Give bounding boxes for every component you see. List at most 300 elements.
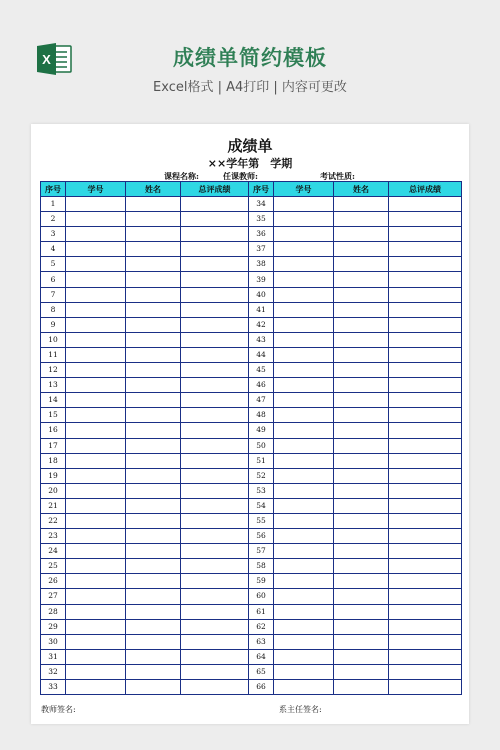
student-id-cell[interactable] — [66, 423, 126, 438]
score-cell[interactable] — [389, 589, 462, 604]
student-id-cell[interactable] — [66, 227, 126, 242]
score-cell[interactable] — [181, 438, 249, 453]
table-header-row — [41, 182, 462, 197]
score-cell[interactable] — [389, 483, 462, 498]
score-cell[interactable] — [389, 197, 462, 212]
student-id-cell[interactable] — [274, 634, 334, 649]
table-row — [41, 212, 462, 227]
seq-cell: 44 — [249, 347, 274, 362]
student-id-cell[interactable] — [274, 544, 334, 559]
exam-type-label: 考试性质: — [320, 171, 355, 181]
score-cell[interactable] — [181, 589, 249, 604]
score-cell[interactable] — [389, 363, 462, 378]
seq-cell: 59 — [249, 574, 274, 589]
table-row — [41, 332, 462, 347]
seq-cell: 50 — [249, 438, 274, 453]
table-row — [41, 287, 462, 302]
name-cell[interactable] — [126, 242, 181, 257]
seq-cell: 31 — [41, 649, 66, 664]
name-cell[interactable] — [126, 649, 181, 664]
student-id-cell[interactable] — [274, 680, 334, 695]
table-row — [41, 468, 462, 483]
student-id-cell[interactable] — [66, 242, 126, 257]
table-row — [41, 498, 462, 513]
name-cell[interactable] — [334, 604, 389, 619]
template-title: 成绩单简约模板 — [173, 46, 327, 70]
table-row — [41, 619, 462, 634]
name-cell[interactable] — [334, 227, 389, 242]
name-cell[interactable] — [126, 317, 181, 332]
seq-cell: 65 — [249, 664, 274, 679]
name-cell[interactable] — [334, 619, 389, 634]
score-cell[interactable] — [181, 212, 249, 227]
table-row — [41, 529, 462, 544]
name-cell[interactable] — [126, 257, 181, 272]
student-id-cell[interactable] — [66, 347, 126, 362]
name-cell[interactable] — [126, 393, 181, 408]
table-row — [41, 483, 462, 498]
name-cell[interactable] — [126, 302, 181, 317]
score-cell[interactable] — [389, 302, 462, 317]
score-cell[interactable] — [181, 302, 249, 317]
student-id-cell[interactable] — [274, 483, 334, 498]
score-cell[interactable] — [181, 242, 249, 257]
score-cell[interactable] — [181, 513, 249, 528]
name-cell[interactable] — [334, 634, 389, 649]
student-id-cell[interactable] — [66, 619, 126, 634]
score-cell[interactable] — [181, 423, 249, 438]
score-cell[interactable] — [181, 317, 249, 332]
name-cell[interactable] — [334, 287, 389, 302]
score-cell[interactable] — [181, 332, 249, 347]
student-id-cell[interactable] — [66, 453, 126, 468]
seq-cell: 34 — [249, 197, 274, 212]
name-cell[interactable] — [126, 544, 181, 559]
score-cell[interactable] — [181, 529, 249, 544]
score-cell[interactable] — [389, 393, 462, 408]
seq-cell: 40 — [249, 287, 274, 302]
seq-cell: 11 — [41, 347, 66, 362]
student-id-cell[interactable] — [66, 302, 126, 317]
student-id-cell[interactable] — [66, 604, 126, 619]
name-cell[interactable] — [126, 227, 181, 242]
student-id-cell[interactable] — [66, 589, 126, 604]
name-cell[interactable] — [126, 619, 181, 634]
score-cell[interactable] — [389, 257, 462, 272]
student-id-cell[interactable] — [274, 438, 334, 453]
name-cell[interactable] — [126, 438, 181, 453]
name-cell[interactable] — [126, 347, 181, 362]
student-id-cell[interactable] — [66, 574, 126, 589]
seq-cell: 7 — [41, 287, 66, 302]
student-id-cell[interactable] — [66, 197, 126, 212]
name-cell[interactable] — [334, 423, 389, 438]
score-cell[interactable] — [389, 559, 462, 574]
seq-cell: 6 — [41, 272, 66, 287]
name-cell[interactable] — [126, 363, 181, 378]
name-cell[interactable] — [334, 212, 389, 227]
table-row — [41, 257, 462, 272]
seq-cell: 37 — [249, 242, 274, 257]
student-id-cell[interactable] — [274, 227, 334, 242]
score-cell[interactable] — [181, 498, 249, 513]
seq-cell: 22 — [41, 513, 66, 528]
name-cell[interactable] — [334, 559, 389, 574]
seq-cell: 64 — [249, 649, 274, 664]
student-id-cell[interactable] — [66, 680, 126, 695]
seq-cell: 21 — [41, 498, 66, 513]
seq-cell: 53 — [249, 483, 274, 498]
teacher-signature-label: 教师签名: — [41, 705, 76, 714]
score-cell[interactable] — [389, 649, 462, 664]
score-cell[interactable] — [181, 544, 249, 559]
seq-cell: 17 — [41, 438, 66, 453]
score-cell[interactable] — [181, 453, 249, 468]
score-cell[interactable] — [389, 347, 462, 362]
student-id-cell[interactable] — [274, 423, 334, 438]
seq-cell: 24 — [41, 544, 66, 559]
sheet-preview — [31, 124, 469, 724]
student-id-cell[interactable] — [66, 317, 126, 332]
col-header-seq-2: 序号 — [249, 182, 274, 197]
student-id-cell[interactable] — [274, 408, 334, 423]
name-cell[interactable] — [126, 680, 181, 695]
seq-cell: 54 — [249, 498, 274, 513]
name-cell[interactable] — [126, 634, 181, 649]
student-id-cell[interactable] — [66, 212, 126, 227]
score-cell[interactable] — [181, 363, 249, 378]
score-cell[interactable] — [389, 423, 462, 438]
name-cell[interactable] — [334, 664, 389, 679]
seq-cell: 8 — [41, 302, 66, 317]
template-subtitle: Excel格式 | A4打印 | 内容可更改 — [153, 80, 347, 95]
score-cell[interactable] — [181, 227, 249, 242]
student-id-cell[interactable] — [66, 634, 126, 649]
seq-cell: 30 — [41, 634, 66, 649]
score-cell[interactable] — [181, 197, 249, 212]
student-id-cell[interactable] — [274, 272, 334, 287]
name-cell[interactable] — [334, 574, 389, 589]
name-cell[interactable] — [334, 302, 389, 317]
score-cell[interactable] — [389, 634, 462, 649]
name-cell[interactable] — [334, 498, 389, 513]
seq-cell: 29 — [41, 619, 66, 634]
table-row — [41, 242, 462, 257]
col-header-score-2: 总评成绩 — [389, 182, 462, 197]
name-cell[interactable] — [126, 468, 181, 483]
seq-cell: 61 — [249, 604, 274, 619]
score-cell[interactable] — [181, 680, 249, 695]
name-cell[interactable] — [126, 498, 181, 513]
student-id-cell[interactable] — [66, 483, 126, 498]
score-cell[interactable] — [389, 317, 462, 332]
name-cell[interactable] — [334, 347, 389, 362]
student-id-cell[interactable] — [66, 529, 126, 544]
teacher-label: 任课教师: — [223, 171, 258, 181]
seq-cell: 35 — [249, 212, 274, 227]
col-header-student-id-2: 学号 — [274, 182, 334, 197]
score-cell[interactable] — [389, 378, 462, 393]
score-cell[interactable] — [389, 332, 462, 347]
name-cell[interactable] — [126, 272, 181, 287]
seq-cell: 3 — [41, 227, 66, 242]
sheet-term: ××学年第 学期 — [207, 157, 293, 170]
seq-cell: 32 — [41, 664, 66, 679]
student-id-cell[interactable] — [66, 649, 126, 664]
name-cell[interactable] — [126, 423, 181, 438]
score-cell[interactable] — [389, 619, 462, 634]
student-id-cell[interactable] — [274, 498, 334, 513]
score-cell[interactable] — [181, 257, 249, 272]
seq-cell: 27 — [41, 589, 66, 604]
student-id-cell[interactable] — [66, 287, 126, 302]
score-cell[interactable] — [181, 393, 249, 408]
student-id-cell[interactable] — [274, 604, 334, 619]
score-cell[interactable] — [181, 664, 249, 679]
score-cell[interactable] — [389, 680, 462, 695]
seq-cell: 10 — [41, 332, 66, 347]
score-cell[interactable] — [181, 574, 249, 589]
student-id-cell[interactable] — [274, 559, 334, 574]
student-id-cell[interactable] — [274, 347, 334, 362]
score-cell[interactable] — [181, 649, 249, 664]
name-cell[interactable] — [334, 393, 389, 408]
seq-cell: 19 — [41, 468, 66, 483]
seq-cell: 15 — [41, 408, 66, 423]
seq-cell: 23 — [41, 529, 66, 544]
student-id-cell[interactable] — [274, 212, 334, 227]
seq-cell: 26 — [41, 574, 66, 589]
table-row — [41, 347, 462, 362]
seq-cell: 45 — [249, 363, 274, 378]
seq-cell: 63 — [249, 634, 274, 649]
seq-cell: 38 — [249, 257, 274, 272]
name-cell[interactable] — [334, 680, 389, 695]
student-id-cell[interactable] — [66, 393, 126, 408]
name-cell[interactable] — [126, 378, 181, 393]
score-cell[interactable] — [389, 468, 462, 483]
score-cell[interactable] — [389, 287, 462, 302]
table-row — [41, 438, 462, 453]
score-cell[interactable] — [181, 378, 249, 393]
score-cell[interactable] — [389, 574, 462, 589]
student-id-cell[interactable] — [66, 664, 126, 679]
student-id-cell[interactable] — [274, 468, 334, 483]
table-row — [41, 378, 462, 393]
name-cell[interactable] — [126, 453, 181, 468]
name-cell[interactable] — [334, 332, 389, 347]
score-cell[interactable] — [389, 529, 462, 544]
score-cell[interactable] — [181, 559, 249, 574]
student-id-cell[interactable] — [66, 544, 126, 559]
table-row — [41, 408, 462, 423]
name-cell[interactable] — [126, 559, 181, 574]
student-id-cell[interactable] — [66, 408, 126, 423]
seq-cell: 25 — [41, 559, 66, 574]
student-id-cell[interactable] — [274, 287, 334, 302]
student-id-cell[interactable] — [66, 272, 126, 287]
name-cell[interactable] — [334, 483, 389, 498]
seq-cell: 51 — [249, 453, 274, 468]
col-header-score: 总评成绩 — [181, 182, 249, 197]
score-cell[interactable] — [389, 227, 462, 242]
table-row — [41, 513, 462, 528]
seq-cell: 9 — [41, 317, 66, 332]
name-cell[interactable] — [126, 574, 181, 589]
name-cell[interactable] — [126, 664, 181, 679]
name-cell[interactable] — [126, 589, 181, 604]
name-cell[interactable] — [334, 438, 389, 453]
score-cell[interactable] — [181, 468, 249, 483]
name-cell[interactable] — [126, 197, 181, 212]
seq-cell: 49 — [249, 423, 274, 438]
name-cell[interactable] — [126, 529, 181, 544]
seq-cell: 5 — [41, 257, 66, 272]
seq-cell: 47 — [249, 393, 274, 408]
score-cell[interactable] — [181, 347, 249, 362]
seq-cell: 42 — [249, 317, 274, 332]
name-cell[interactable] — [126, 604, 181, 619]
student-id-cell[interactable] — [274, 649, 334, 664]
score-cell[interactable] — [181, 287, 249, 302]
table-row — [41, 649, 462, 664]
score-cell[interactable] — [181, 634, 249, 649]
name-cell[interactable] — [334, 408, 389, 423]
seq-cell: 62 — [249, 619, 274, 634]
student-id-cell[interactable] — [274, 619, 334, 634]
name-cell[interactable] — [334, 257, 389, 272]
seq-cell: 58 — [249, 559, 274, 574]
score-cell[interactable] — [181, 483, 249, 498]
seq-cell: 1 — [41, 197, 66, 212]
table-row — [41, 272, 462, 287]
name-cell[interactable] — [334, 242, 389, 257]
student-id-cell[interactable] — [274, 393, 334, 408]
seq-cell: 41 — [249, 302, 274, 317]
score-cell[interactable] — [181, 619, 249, 634]
student-id-cell[interactable] — [274, 378, 334, 393]
seq-cell: 52 — [249, 468, 274, 483]
score-cell[interactable] — [389, 212, 462, 227]
name-cell[interactable] — [126, 332, 181, 347]
table-row — [41, 574, 462, 589]
student-id-cell[interactable] — [274, 257, 334, 272]
student-id-cell[interactable] — [274, 453, 334, 468]
name-cell[interactable] — [334, 529, 389, 544]
score-cell[interactable] — [389, 513, 462, 528]
table-row — [41, 363, 462, 378]
table-row — [41, 197, 462, 212]
seq-cell: 13 — [41, 378, 66, 393]
name-cell[interactable] — [334, 197, 389, 212]
score-cell[interactable] — [389, 498, 462, 513]
seq-cell: 48 — [249, 408, 274, 423]
name-cell[interactable] — [334, 513, 389, 528]
student-id-cell[interactable] — [274, 317, 334, 332]
score-cell[interactable] — [389, 544, 462, 559]
name-cell[interactable] — [126, 483, 181, 498]
score-cell[interactable] — [389, 604, 462, 619]
student-id-cell[interactable] — [66, 332, 126, 347]
student-id-cell[interactable] — [274, 513, 334, 528]
seq-cell: 12 — [41, 363, 66, 378]
grade-table — [40, 181, 462, 695]
name-cell[interactable] — [334, 317, 389, 332]
seq-cell: 28 — [41, 604, 66, 619]
table-row — [41, 317, 462, 332]
seq-cell: 14 — [41, 393, 66, 408]
score-cell[interactable] — [389, 453, 462, 468]
score-cell[interactable] — [181, 604, 249, 619]
name-cell[interactable] — [334, 589, 389, 604]
score-cell[interactable] — [389, 438, 462, 453]
student-id-cell[interactable] — [274, 363, 334, 378]
student-id-cell[interactable] — [66, 559, 126, 574]
table-row — [41, 453, 462, 468]
student-id-cell[interactable] — [66, 498, 126, 513]
student-id-cell[interactable] — [274, 664, 334, 679]
student-id-cell[interactable] — [274, 302, 334, 317]
name-cell[interactable] — [334, 378, 389, 393]
table-row — [41, 544, 462, 559]
student-id-cell[interactable] — [274, 242, 334, 257]
score-cell[interactable] — [389, 664, 462, 679]
student-id-cell[interactable] — [274, 332, 334, 347]
table-row — [41, 559, 462, 574]
name-cell[interactable] — [334, 453, 389, 468]
table-row — [41, 393, 462, 408]
col-header-name: 姓名 — [126, 182, 181, 197]
name-cell[interactable] — [126, 212, 181, 227]
name-cell[interactable] — [126, 513, 181, 528]
student-id-cell[interactable] — [274, 529, 334, 544]
student-id-cell[interactable] — [274, 197, 334, 212]
score-cell[interactable] — [181, 272, 249, 287]
table-row — [41, 227, 462, 242]
student-id-cell[interactable] — [66, 513, 126, 528]
score-cell[interactable] — [181, 408, 249, 423]
course-name-label: 课程名称: — [164, 171, 199, 181]
seq-cell: 36 — [249, 227, 274, 242]
table-row — [41, 423, 462, 438]
score-cell[interactable] — [389, 242, 462, 257]
name-cell[interactable] — [126, 287, 181, 302]
seq-cell: 60 — [249, 589, 274, 604]
student-id-cell[interactable] — [66, 438, 126, 453]
score-cell[interactable] — [389, 408, 462, 423]
name-cell[interactable] — [334, 649, 389, 664]
seq-cell: 55 — [249, 513, 274, 528]
student-id-cell[interactable] — [66, 468, 126, 483]
score-cell[interactable] — [389, 272, 462, 287]
name-cell[interactable] — [334, 544, 389, 559]
seq-cell: 56 — [249, 529, 274, 544]
table-row — [41, 589, 462, 604]
student-id-cell[interactable] — [66, 363, 126, 378]
seq-cell: 2 — [41, 212, 66, 227]
student-id-cell[interactable] — [66, 257, 126, 272]
student-id-cell[interactable] — [274, 589, 334, 604]
student-id-cell[interactable] — [274, 574, 334, 589]
name-cell[interactable] — [334, 363, 389, 378]
name-cell[interactable] — [334, 272, 389, 287]
seq-cell: 66 — [249, 680, 274, 695]
seq-cell: 46 — [249, 378, 274, 393]
name-cell[interactable] — [126, 408, 181, 423]
name-cell[interactable] — [334, 468, 389, 483]
seq-cell: 43 — [249, 332, 274, 347]
student-id-cell[interactable] — [66, 378, 126, 393]
